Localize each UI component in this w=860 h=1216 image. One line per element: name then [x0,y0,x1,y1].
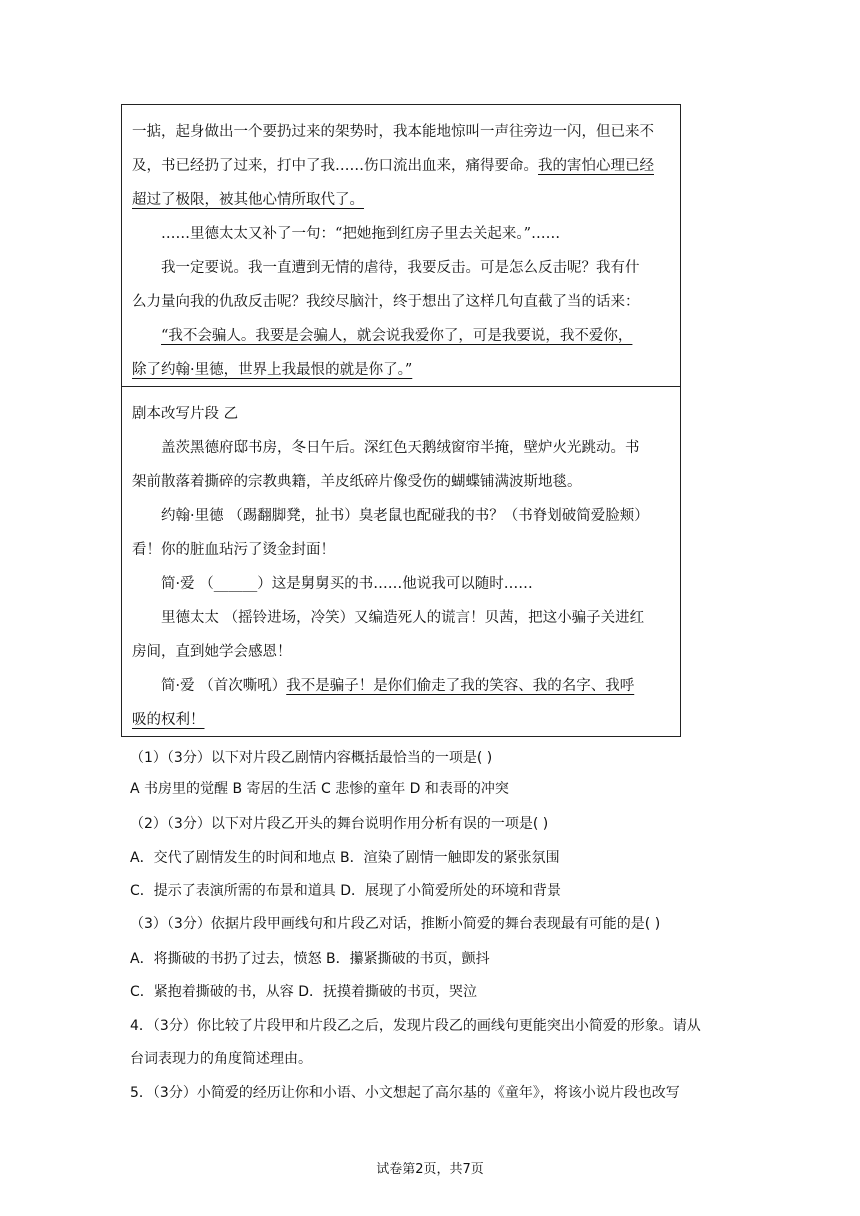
passage-a-underlined-text: 超过了极限，被其他心情所取代了。 [132,192,364,208]
passage-b-underlined-text: 我不是骗子！是你们偷走了我的笑容、我的名字、我呼 [286,678,635,694]
passage-a-line: 一掂，起身做出一个要扔过来的架势时，我本能地惊叫一声往旁边一闪，但已来不 [132,124,654,140]
question-3-options: A．将撕破的书扔了过去，愤怒 B．攥紧撕破的书页，颤抖 [130,951,490,967]
passage-a-underlined-text: 我的害怕心理已经 [538,158,654,174]
passage-b-line: 看！你的脏血玷污了烫金封面！ [132,542,335,558]
question-5: 5．（3分）小简爱的经历让你和小语、小文想起了高尔基的《童年》，将该小说片段也改写 [130,1085,680,1101]
page-footer: 试卷第2页，共7页 [376,1162,484,1177]
question-2-options: C．提示了表演所需的布景和道具 D．展现了小简爱所处的环境和背景 [130,883,562,899]
passage-a-text: 及，书已经扔了过来，打中了我……伤口流出血来，痛得要命。 [132,158,538,174]
passage-b-underlined-text: 吸的权利！ [132,712,205,728]
passage-b-box [121,386,681,737]
passage-a-line [132,353,670,387]
passage-a-underlined-text: 除了约翰·里德，世界上我最恨的就是你了。” [132,362,413,378]
passage-b-line: 里德太太 （摇铃进场，冷笑）又编造死人的谎言！贝茜，把这小骗子关进红 [161,610,645,626]
question-2: （2）（3分）以下对片段乙开头的舞台说明作用分析有误的一项是( ) [130,816,549,832]
passage-b-line [132,703,670,737]
question-3-options: C．紧抱着撕破的书，从容 D．抚摸着撕破的书页，哭泣 [130,984,478,1000]
question-1: （1）（3分）以下对片段乙剧情内容概括最恰当的一项是( ) [130,750,493,766]
passage-a-line [132,319,670,353]
passage-b-line: 盖茨黑德府邸书房，冬日午后。深红色天鹅绒窗帘半掩，壁炉火光跳动。书 [161,440,640,456]
question-3: （3）（3分）依据片段甲画线句和片段乙对话，推断小简爱的舞台表现最有可能的是( ) [130,916,661,932]
question-2-options: A．交代了剧情发生的时间和地点 B．渲染了剧情一触即发的紧张氛围 [130,850,560,866]
question-4: 台词表现力的角度简述理由。 [130,1051,312,1067]
question-1-options: A 书房里的觉醒 B 寄居的生活 C 悲惨的童年 D 和表哥的冲突 [130,781,509,797]
passage-a-line: 我一定要说。我一直遭到无情的虐待，我要反击。可是怎么反击呢？我有什 [161,260,640,276]
passage-b-text: 简·爱 （首次嘶吼） [161,678,287,694]
passage-a-line [132,183,670,217]
passage-a-line: 么力量向我的仇敌反击呢？我绞尽脑汁，终于想出了这样几句直截了当的话来： [132,294,640,310]
passage-b-line: 简·爱 （______）这是舅舅买的书……他说我可以随时…… [161,576,533,592]
passage-a-line [132,149,670,183]
question-4: 4．（3分）你比较了片段甲和片段乙之后，发现片段乙的画线句更能突出小简爱的形象。请从 [130,1018,701,1034]
passage-b-line: 架前散落着撕碎的宗教典籍，羊皮纸碎片像受伤的蝴蝶铺满波斯地毯。 [132,474,582,490]
passage-b-line: 约翰·里德 （踢翻脚凳，扯书）臭老鼠也配碰我的书？（书脊划破简爱脸颊） [161,508,649,524]
passage-b-line: 房间，直到她学会感恩！ [132,644,292,660]
passage-b-line [132,669,670,703]
passage-a-line: ……里德太太又补了一句：“把她拖到红房子里去关起来。”…… [161,226,561,242]
passage-b-heading: 剧本改写片段 乙 [132,406,239,422]
passage-a-box [121,104,681,387]
passage-a-underlined-text: “我不会骗人。我要是会骗人，就会说我爱你了，可是我要说，我不爱你， [161,328,633,344]
